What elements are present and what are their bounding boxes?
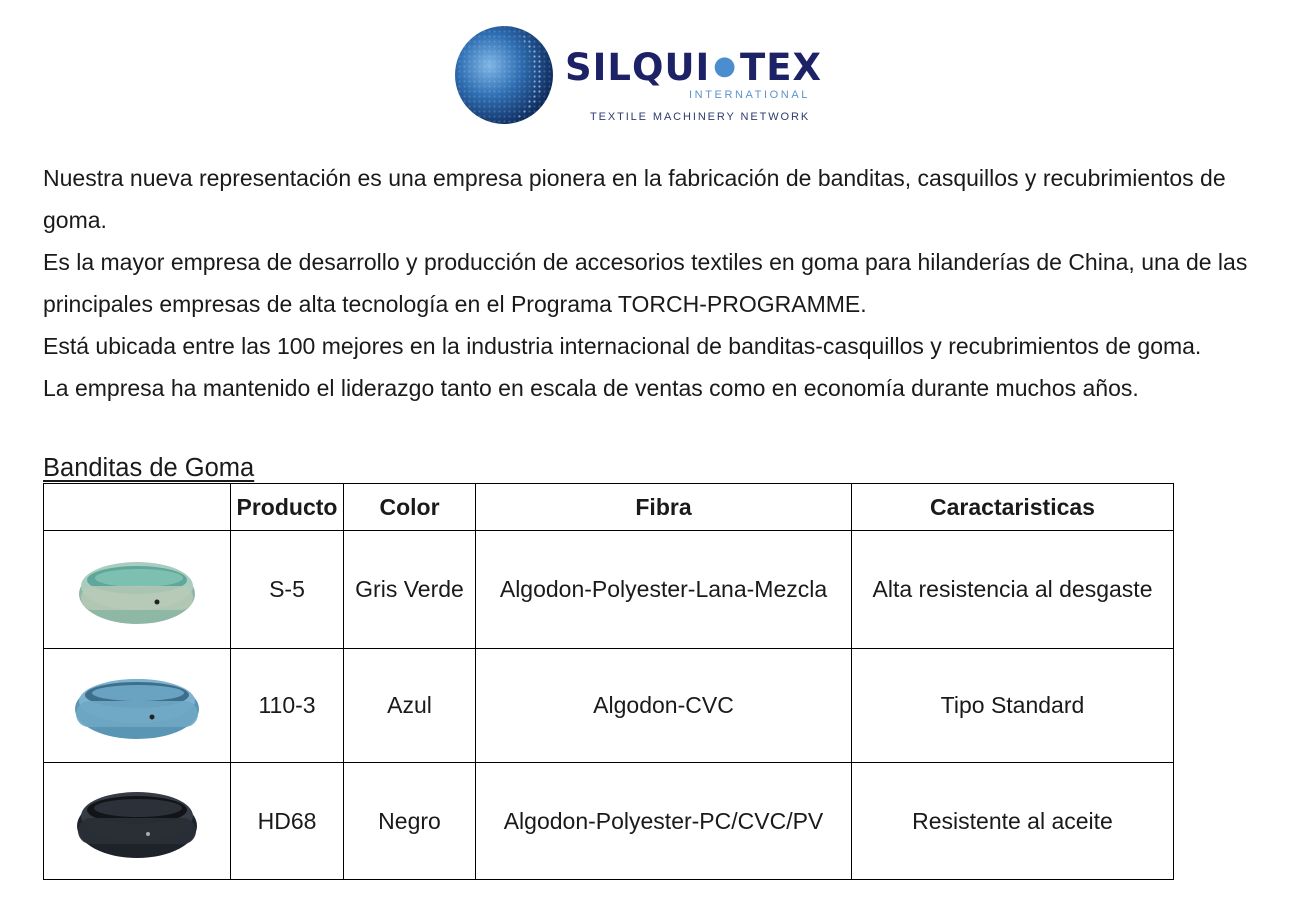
table-row [44,649,1174,763]
belt-black-image [74,780,200,862]
header-producto: Producto [231,484,344,531]
cell-producto: 110-3 [231,649,344,763]
cell-caracteristicas: Resistente al aceite [852,763,1174,880]
header-fibra: Fibra [476,484,852,531]
section-title: Banditas de Goma [43,454,255,482]
company-logo [452,24,822,128]
intro-paragraph: Nuestra nueva representación es una empresa pionera en la fabricación de banditas, casquillos y recubrimientos de goma. [43,165,1226,233]
cell-fibra: Algodon-CVC [476,649,852,763]
globe-icon [452,24,562,128]
product-image-cell [44,763,231,880]
cell-color: Negro [344,763,476,880]
table-header-row [44,484,1174,531]
belt-blue-image [72,667,202,745]
table-row [44,531,1174,649]
cell-fibra: Algodon-Polyester-PC/CVC/PV [476,763,852,880]
cell-color: Azul [344,649,476,763]
intro-paragraph: La empresa ha mantenido el liderazgo tanto en escala de ventas como en economía durante muchos años. [43,375,1139,401]
header-image [44,484,231,531]
intro-text [43,157,1258,409]
cell-caracteristicas: Tipo Standard [852,649,1174,763]
intro-paragraph: Es la mayor empresa de desarrollo y producción de accesorios textiles en goma para hilanderías de China, una de las principales empresas de alta tecnología en el Programa TORCH-PROGRAMME. [43,249,1248,317]
belt-gray-green-image [77,550,197,630]
logo-name-left: SILQUI [565,46,711,89]
cell-color: Gris Verde [344,531,476,649]
intro-paragraph: Está ubicada entre las 100 mejores en la industria internacional de banditas-casquillos y recubrimientos de goma. [43,333,1202,359]
cell-fibra: Algodon-Polyester-Lana-Mezcla [476,531,852,649]
logo-name-right: TEX [739,46,822,89]
logo-wordmark: SILQUI ●TEX [565,46,822,89]
cell-producto: S-5 [231,531,344,649]
product-image-cell [44,531,231,649]
cell-producto: HD68 [231,763,344,880]
products-table [43,483,1174,880]
table-row [44,763,1174,880]
header-caracteristicas: Caractaristicas [852,484,1174,531]
logo-tagline: TEXTILE MACHINERY NETWORK [590,111,811,123]
cell-caracteristicas: Alta resistencia al desgaste [852,531,1174,649]
logo-subtitle: INTERNATIONAL [689,89,810,101]
header-color: Color [344,484,476,531]
product-image-cell [44,649,231,763]
